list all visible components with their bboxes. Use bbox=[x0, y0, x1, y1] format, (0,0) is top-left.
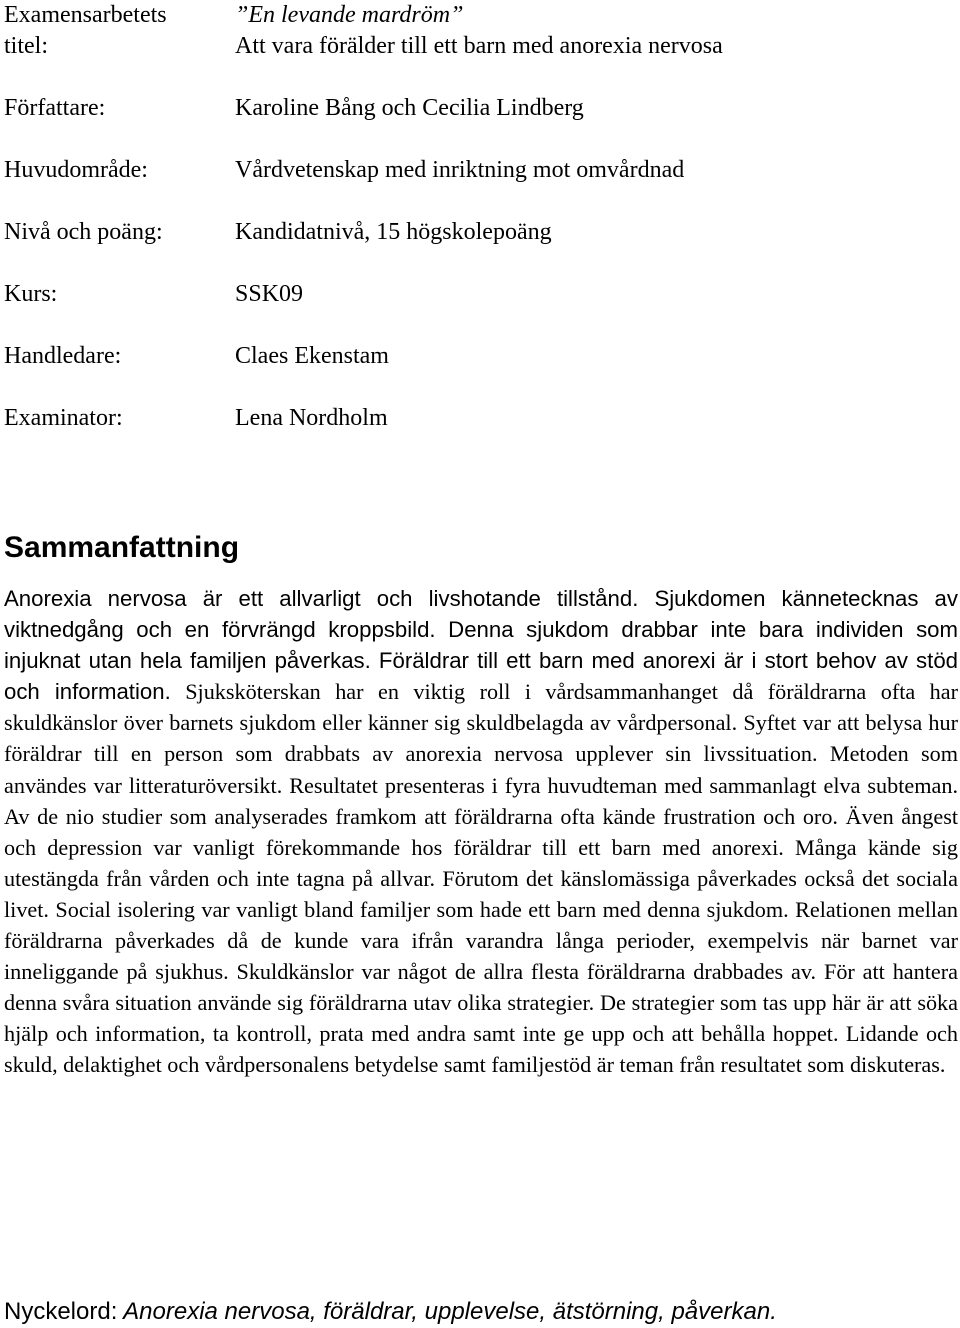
thesis-metadata bbox=[4, 0, 956, 434]
level-label: Nivå och poäng: bbox=[4, 219, 163, 245]
meta-row-course bbox=[4, 279, 956, 341]
summary-heading: Sammanfattning bbox=[4, 531, 240, 564]
area-label: Huvudområde: bbox=[4, 157, 148, 183]
title-label: Examensarbetets titel: bbox=[4, 2, 167, 59]
keywords bbox=[4, 1296, 777, 1328]
thesis-title: ”En levande mardröm” bbox=[235, 2, 464, 28]
author-value: Karoline Bång och Cecilia Lindberg bbox=[235, 95, 584, 121]
level-value: Kandidatnivå, 15 högskolepoäng bbox=[235, 219, 552, 245]
author-label: Författare: bbox=[4, 95, 106, 121]
keywords-label: Nyckelord: bbox=[4, 1298, 118, 1325]
summary-text bbox=[4, 583, 958, 1081]
title-value bbox=[235, 0, 955, 62]
examiner-label: Examinator: bbox=[4, 405, 123, 431]
summary-text-part2: Sjuksköterskan har en viktig roll i vårdsammanhanget då föräldrarna ofta har skuldkänslor över barnets sjukdom eller känner sig skuldbelagda av vårdpersonal. Syftet var att belysa hur föräldrar till en person som drabbats av anorexia nervosa upplever sin livssituation. Metoden som användes var litteraturöversikt. Resultatet presenteras i fyra huvudteman med sammanlagt elva subteman. Av de nio studier som analyserades framkom att föräldrarna ofta kände frustration och oro. Även ångest och depression var vanligt förekommande hos föräldrar till ett barn med anorexi. Många kände sig utestängda från vården och inte tagna på allvar. Förutom det känslomässiga påverkades också det sociala livet. Social isolering var vanligt bland familjer som hade ett barn med denna sjukdom. Relationen mellan föräldrarna påverkades då de kunde vara ifrån varandra långa perioder, exempelvis när barnet var inneliggande på sjukhus. Skuldkänslor var något de allra flesta föräldrarna drabbades av. För att hantera denna svåra situation använde sig föräldrarna utav olika strategier. De strategier som tas upp här är att söka hjälp och information, ta kontroll, prata med andra samt inte ge upp och att behålla hoppet. Lidande och skuld, delaktighet och vårdpersonalens betydelse samt familjestöd är teman från resultatet som diskuteras. bbox=[4, 679, 958, 1078]
meta-row-level bbox=[4, 217, 956, 279]
meta-row-examiner bbox=[4, 403, 956, 465]
meta-row-supervisor bbox=[4, 341, 956, 403]
course-value: SSK09 bbox=[235, 281, 304, 307]
thesis-subtitle: Att vara förälder till ett barn med anorexia nervosa bbox=[235, 33, 723, 59]
supervisor-label: Handledare: bbox=[4, 343, 122, 369]
summary-text-part1: Anorexia nervosa är ett allvarligt och livshotande tillstånd. Sjukdomen kännetecknas av viktnedgång och en förvrängd kroppsbild. Denna sjukdom drabbar inte bara individen som injuknat utan hela familjen påverkas. Föräldrar till ett barn med anorexi är i stort behov av stöd och information. bbox=[4, 586, 958, 705]
supervisor-value: Claes Ekenstam bbox=[235, 343, 389, 369]
keywords-value: Anorexia nervosa, föräldrar, upplevelse, ätstörning, påverkan. bbox=[117, 1298, 777, 1325]
meta-row-area bbox=[4, 155, 956, 217]
meta-row-title bbox=[4, 0, 956, 62]
area-value: Vårdvetenskap med inriktning mot omvårdnad bbox=[235, 157, 685, 183]
course-label: Kurs: bbox=[4, 281, 58, 307]
meta-row-author bbox=[4, 93, 956, 155]
examiner-value: Lena Nordholm bbox=[235, 405, 388, 431]
